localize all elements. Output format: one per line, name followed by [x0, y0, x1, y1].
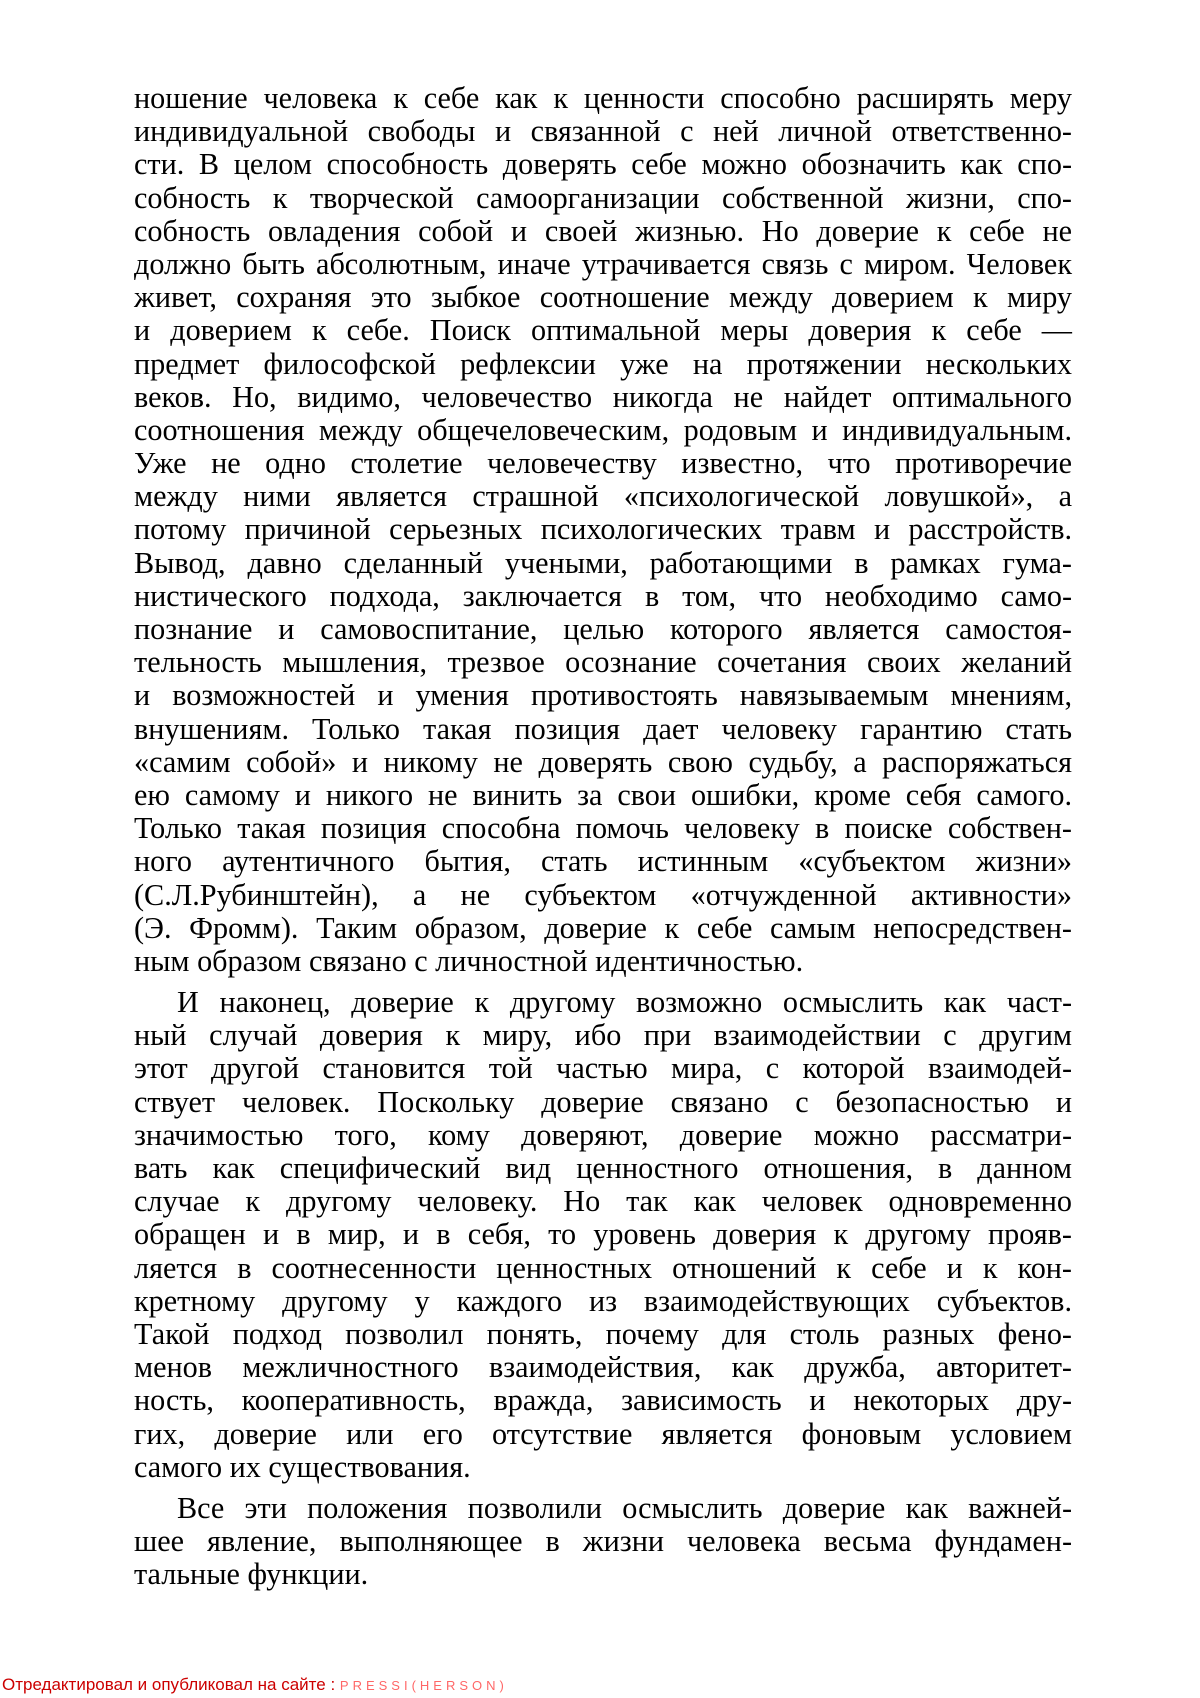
text-line: ляется в соотнесенности ценностных отношений к себе и к кон-: [134, 1250, 1072, 1285]
paragraph: [134, 1492, 1072, 1592]
footer-label: Отредактировал и опубликовал на сайте :: [2, 1675, 336, 1694]
text-line: тельность мышления, трезвое осознание сочетания своих желаний: [134, 645, 1072, 680]
text-line: и возможностей и умения противостоять навязываемым мнениям,: [134, 678, 1072, 713]
text-line: обращен и в мир, и в себя, то уровень доверия к другому прояв-: [134, 1217, 1072, 1252]
text-line: между ними является страшной «психологической ловушкой», а: [134, 479, 1072, 514]
text-line: «самим собой» и никому не доверять свою судьбу, а распоряжаться: [134, 744, 1072, 779]
text-line: ность, кооперативность, вражда, зависимость и некоторых дру-: [134, 1383, 1072, 1418]
text-line: внушениям. Только такая позиция дает человеку гарантию стать: [134, 711, 1072, 746]
text-line: должно быть абсолютным, иначе утрачивается связь с миром. Человек: [134, 246, 1072, 281]
text-line: сти. В целом способность доверять себе можно обозначить как спо-: [134, 147, 1072, 182]
footer-site-watermark: PRESSI(HERSON): [339, 1678, 508, 1693]
body-text: [134, 82, 1072, 1591]
text-line: Вывод, давно сделанный учеными, работающими в рамках гума-: [134, 545, 1072, 580]
text-line: Все эти положения позволили осмыслить доверие как важней-: [177, 1490, 1072, 1525]
text-line: Уже не одно столетие человечеству известно, что противоречие: [134, 446, 1072, 481]
text-line: собность овладения собой и своей жизнью. Но доверие к себе не: [134, 213, 1072, 248]
text-line: Такой подход позволил понять, почему для столь разных фено-: [134, 1316, 1072, 1351]
publisher-footer: [2, 1675, 508, 1696]
text-line: нистического подхода, заключается в том, что необходимо само-: [134, 578, 1072, 613]
text-line: менов межличностного взаимодействия, как дружба, авторитет-: [134, 1350, 1072, 1385]
paragraph: [134, 986, 1072, 1484]
text-line: ношение человека к себе как к ценности способно расширять меру: [134, 81, 1072, 115]
text-line: предмет философской рефлексии уже на протяжении нескольких: [134, 346, 1072, 381]
text-line: собность к творческой самоорганизации собственной жизни, спо-: [134, 180, 1072, 215]
text-line: самого их существования.: [134, 1449, 471, 1484]
text-line: этот другой становится той частью мира, с которой взаимодей-: [134, 1051, 1072, 1086]
text-line: ным образом связано с личностной идентичностью.: [134, 943, 804, 978]
text-line: веков. Но, видимо, человечество никогда не найдет оптимального: [134, 379, 1072, 414]
text-line: (С.Л.Рубинштейн), а не субъектом «отчужденной активности»: [134, 877, 1072, 912]
text-line: вать как специфический вид ценностного отношения, в данном: [134, 1151, 1072, 1185]
text-line: кретному другому у каждого из взаимодействующих субъектов.: [134, 1283, 1072, 1318]
paragraph: [134, 82, 1072, 978]
text-line: познание и самовоспитание, целью которого является самостоя-: [134, 612, 1072, 646]
text-line: значимостью того, кому доверяют, доверие можно рассматри-: [134, 1117, 1072, 1152]
text-line: индивидуальной свободы и связанной с ней личной ответственно-: [134, 114, 1072, 149]
text-line: ствует человек. Поскольку доверие связано с безопасностью и: [134, 1084, 1072, 1119]
text-line: случае к другому человеку. Но так как человек одновременно: [134, 1184, 1072, 1219]
text-line: потому причиной серьезных психологических травм и расстройств.: [134, 512, 1072, 547]
text-line: гих, доверие или его отсутствие является фоновым условием: [134, 1416, 1072, 1451]
text-line: ный случай доверия к миру, ибо при взаимодействии с другим: [134, 1018, 1072, 1053]
text-line: и доверием к себе. Поиск оптимальной меры доверия к себе —: [134, 313, 1072, 348]
text-line: тальные функции.: [134, 1557, 369, 1592]
text-line: И наконец, доверие к другому возможно осмыслить как част-: [177, 985, 1072, 1020]
text-line: ного аутентичного бытия, стать истинным «субъектом жизни»: [134, 844, 1072, 879]
text-line: (Э. Фромм). Таким образом, доверие к себе самым непосредствен-: [134, 910, 1072, 945]
text-line: соотношения между общечеловеческим, родовым и индивидуальным.: [134, 412, 1072, 447]
text-line: Только такая позиция способна помочь человеку в поиске собствен-: [134, 811, 1072, 846]
text-line: шее явление, выполняющее в жизни человека весьма фундамен-: [134, 1524, 1072, 1559]
text-line: живет, сохраняя это зыбкое соотношение между доверием к миру: [134, 280, 1072, 315]
text-line: ею самому и никого не винить за свои ошибки, кроме себя самого.: [134, 777, 1072, 812]
